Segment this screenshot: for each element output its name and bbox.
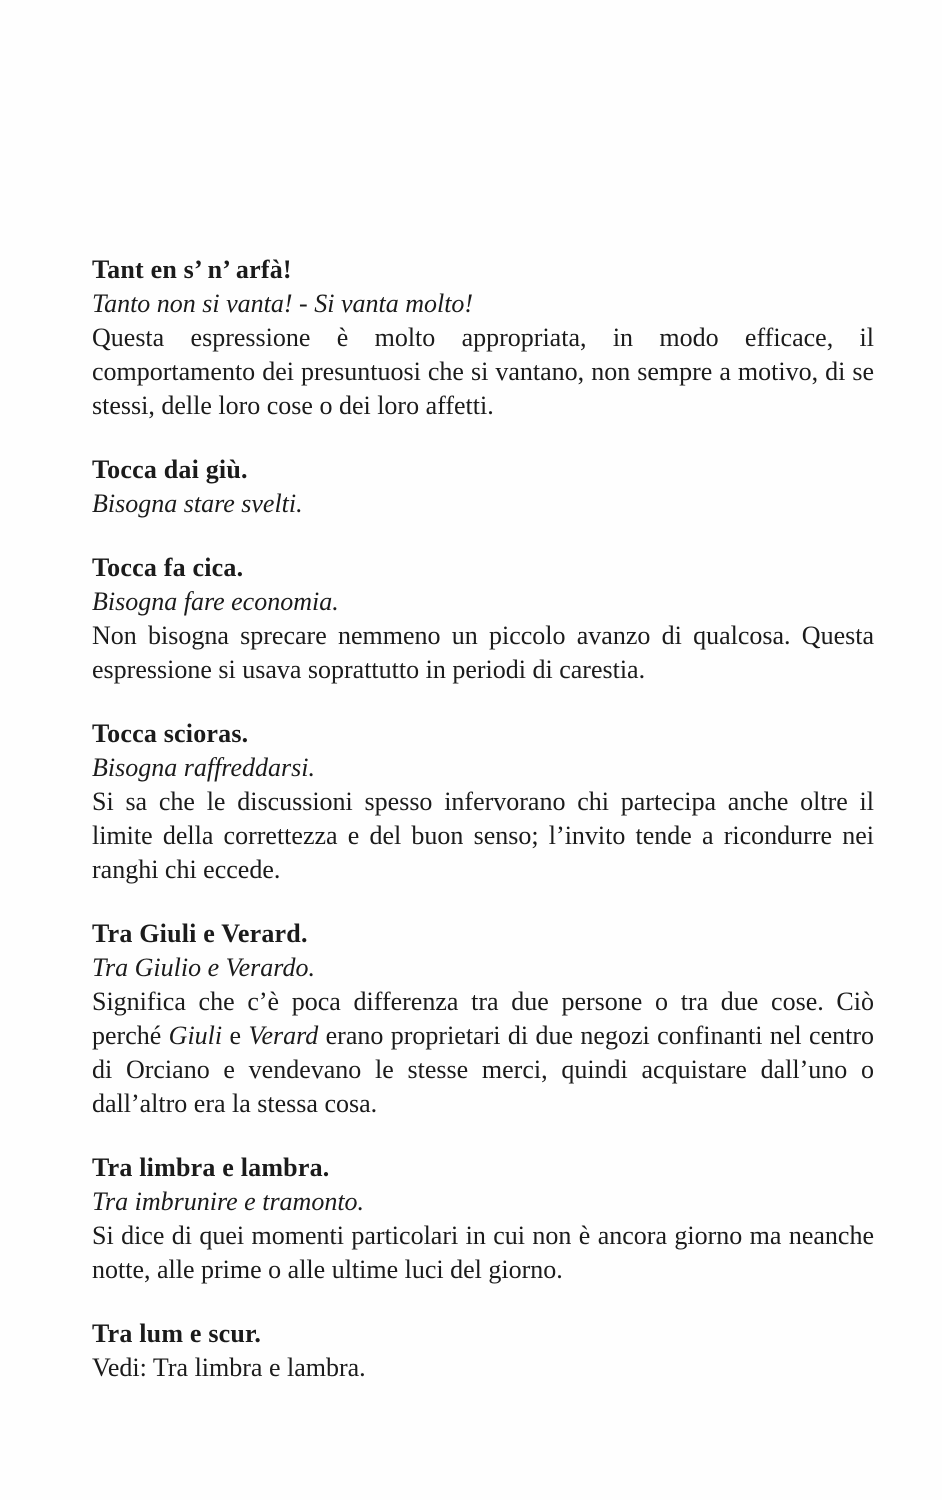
dictionary-entry bbox=[92, 917, 874, 1121]
entry-headword: Tra Giuli e Verard. bbox=[92, 919, 308, 948]
explanation-text: erano proprietari di due negozi confinanti nel centro di Orciano e vendevano le stesse merci, quindi acquistare dall’uno o dall’altro era la stessa cosa. bbox=[92, 1021, 874, 1118]
entry-translation: Bisogna stare svelti. bbox=[92, 489, 303, 518]
dictionary-entry bbox=[92, 253, 874, 423]
entry-explanation: Questa espressione è molto appropriata, in modo efficace, il comportamento dei presuntuosi che si vantano, non sempre a motivo, di se stessi, delle loro cose o dei loro affetti. bbox=[92, 323, 874, 420]
entry-headword: Tocca dai giù. bbox=[92, 455, 248, 484]
explanation-text: Significa che c’è poca differenza tra due persone o tra due cose. Ciò perché bbox=[92, 987, 874, 1050]
dictionary-entry bbox=[92, 1151, 874, 1287]
dictionary-entry bbox=[92, 453, 874, 521]
entry-cross-reference: Vedi: Tra limbra e lambra. bbox=[92, 1353, 366, 1382]
entry-explanation: Si dice di quei momenti particolari in cui non è ancora giorno ma neanche notte, alle prime o alle ultime luci del giorno. bbox=[92, 1221, 874, 1284]
entry-explanation bbox=[92, 985, 874, 1121]
entry-translation: Bisogna raffreddarsi. bbox=[92, 753, 315, 782]
entry-headword: Tocca fa cica. bbox=[92, 553, 244, 582]
entry-translation: Tra imbrunire e tramonto. bbox=[92, 1187, 365, 1216]
explanation-italic-name: Giuli bbox=[168, 1021, 223, 1050]
dictionary-entry bbox=[92, 1317, 874, 1385]
dictionary-entry bbox=[92, 551, 874, 687]
entry-explanation: Si sa che le discussioni spesso infervorano chi partecipa anche oltre il limite della correttezza e del buon senso; l’invito tende a ricondurre nei ranghi chi eccede. bbox=[92, 787, 874, 884]
entry-headword: Tant en s’ n’ arfà! bbox=[92, 255, 292, 284]
explanation-text: e bbox=[222, 1021, 249, 1050]
entry-translation: Bisogna fare economia. bbox=[92, 587, 339, 616]
entry-translation: Tanto non si vanta! - Si vanta molto! bbox=[92, 289, 474, 318]
entry-translation: Tra Giulio e Verardo. bbox=[92, 953, 315, 982]
entry-headword: Tra limbra e lambra. bbox=[92, 1153, 330, 1182]
entry-headword: Tra lum e scur. bbox=[92, 1319, 262, 1348]
entry-explanation: Non bisogna sprecare nemmeno un piccolo avanzo di qualcosa. Questa espressione si usava soprattutto in periodi di carestia. bbox=[92, 621, 874, 684]
dictionary-entry bbox=[92, 717, 874, 887]
explanation-italic-name: Verard bbox=[248, 1021, 319, 1050]
entry-headword: Tocca scioras. bbox=[92, 719, 249, 748]
